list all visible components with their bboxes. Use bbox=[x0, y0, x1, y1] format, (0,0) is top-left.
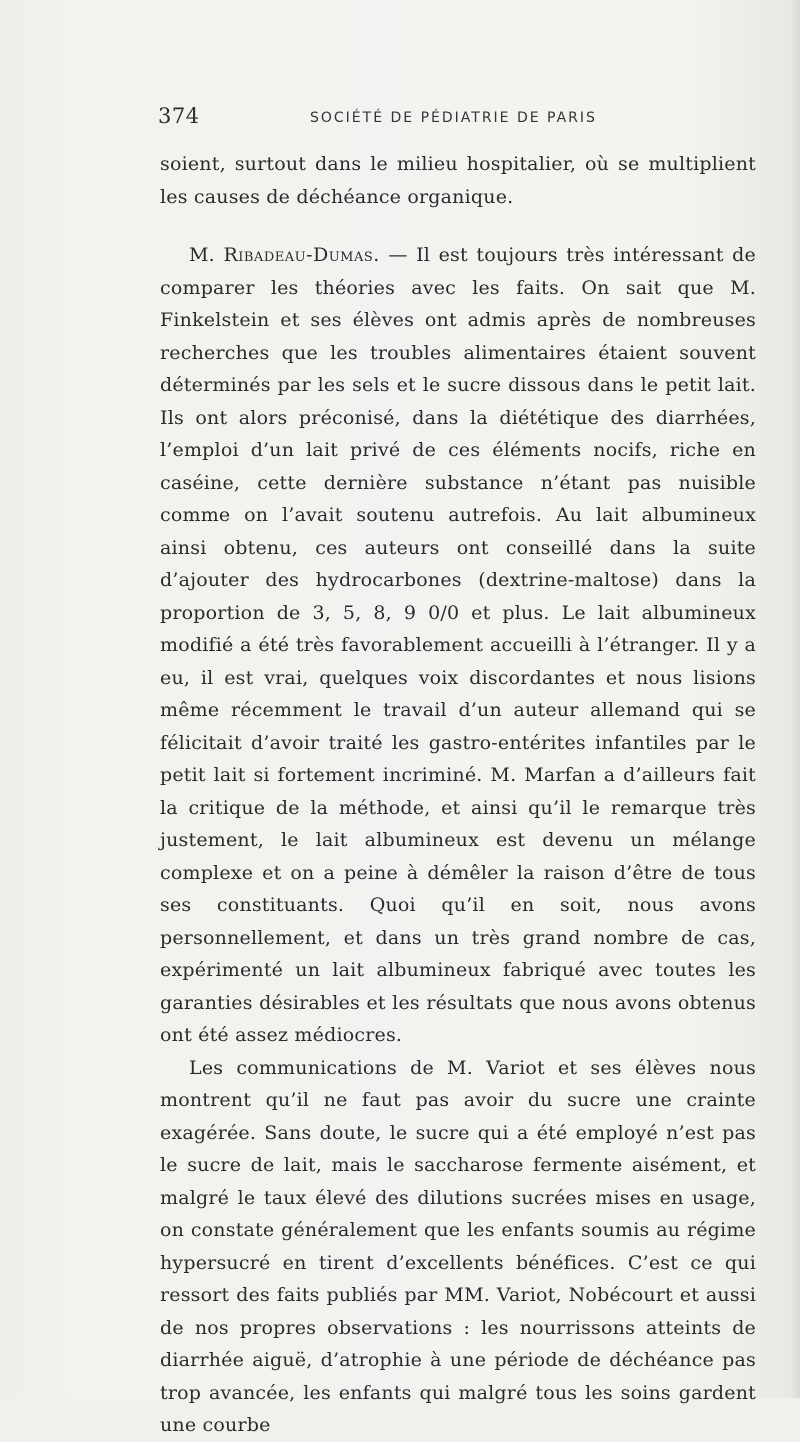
running-head: SOCIÉTÉ DE PÉDIATRIE DE PARIS bbox=[310, 110, 597, 126]
paragraph-communications: Les communications de M. Variot et ses élèves nous montrent qu’il ne faut pas avoir du sucre une crainte exagérée. Sans doute, le sucre qui a été employé n’est pas le sucre de lait, mais le saccharose fermente aisément, et malgré le taux élevé des dilutions sucrées mises en usage, on constate généralement que les enfants soumis au régime hypersucré en tirent d’excellents bénéfices. C’est ce qui ressort des faits publiés par MM. Variot, Nobécourt et aussi de nos propres observations : les nourrissons atteints de diarrhée aiguë, d’atrophie à une période de déchéance pas trop avancée, les enfants qui malgré tous les soins gardent une courbe bbox=[160, 1056, 756, 1436]
page-number: 374 bbox=[158, 104, 200, 128]
paragraph-continuation: soient, surtout dans le milieu hospitalier, où se multiplient les causes de déchéance organique. bbox=[160, 153, 756, 208]
paragraph-text: — Il est toujours très intéressant de comparer les théories avec les faits. On sait que M. Finkelstein et ses élèves ont admis après de nombreuses recherches que les troubles alimentaires étaient souvent déterminés par les sels et le sucre dissous dans le petit lait. Ils ont alors préconisé, dans la diététique des diarrhées, l’emploi d’un lait privé de ces éléments nocifs, riche en caséine, cette dernière substance n’étant pas nuisible comme on l’avait soutenu autrefois. Au lait albumineux ainsi obtenu, ces auteurs ont conseillé dans la suite d’ajouter des hydrocarbones (dextrine-maltose) dans la proportion de 3, 5, 8, 9 0/0 et plus. Le lait albumineux modifié a été très favorablement accueilli à l’étranger. Il y a eu, il est vrai, quelques voix discordantes et nous lisions même récemment le travail d’un auteur allemand qui se félicitait d’avoir traité les gastro-entérites infantiles par le petit lait si fortement incriminé. M. Marfan a d’ailleurs fait la critique de la méthode, et ainsi qu’il le remarque très justement, le lait albumineux est devenu un mélange complexe et on a peine à démêler la raison d’être de tous ses constituants. Quoi qu’il en soit, nous avons personnellement, et dans un très grand nombre de cas, expérimenté un lait albumineux fabriqué avec toutes les garanties désirables et les résultats que nous avons obtenus ont été assez médiocres. bbox=[160, 244, 756, 1046]
speaker-prefix: M. bbox=[189, 244, 215, 266]
paragraph-ribadeau-dumas bbox=[160, 239, 756, 1052]
body-text bbox=[160, 148, 756, 1442]
speaker-name: Ribadeau-Dumas. bbox=[223, 244, 380, 266]
page-header bbox=[158, 104, 758, 136]
page-edge-shadow bbox=[790, 0, 800, 1398]
paragraph-gap bbox=[160, 213, 756, 239]
